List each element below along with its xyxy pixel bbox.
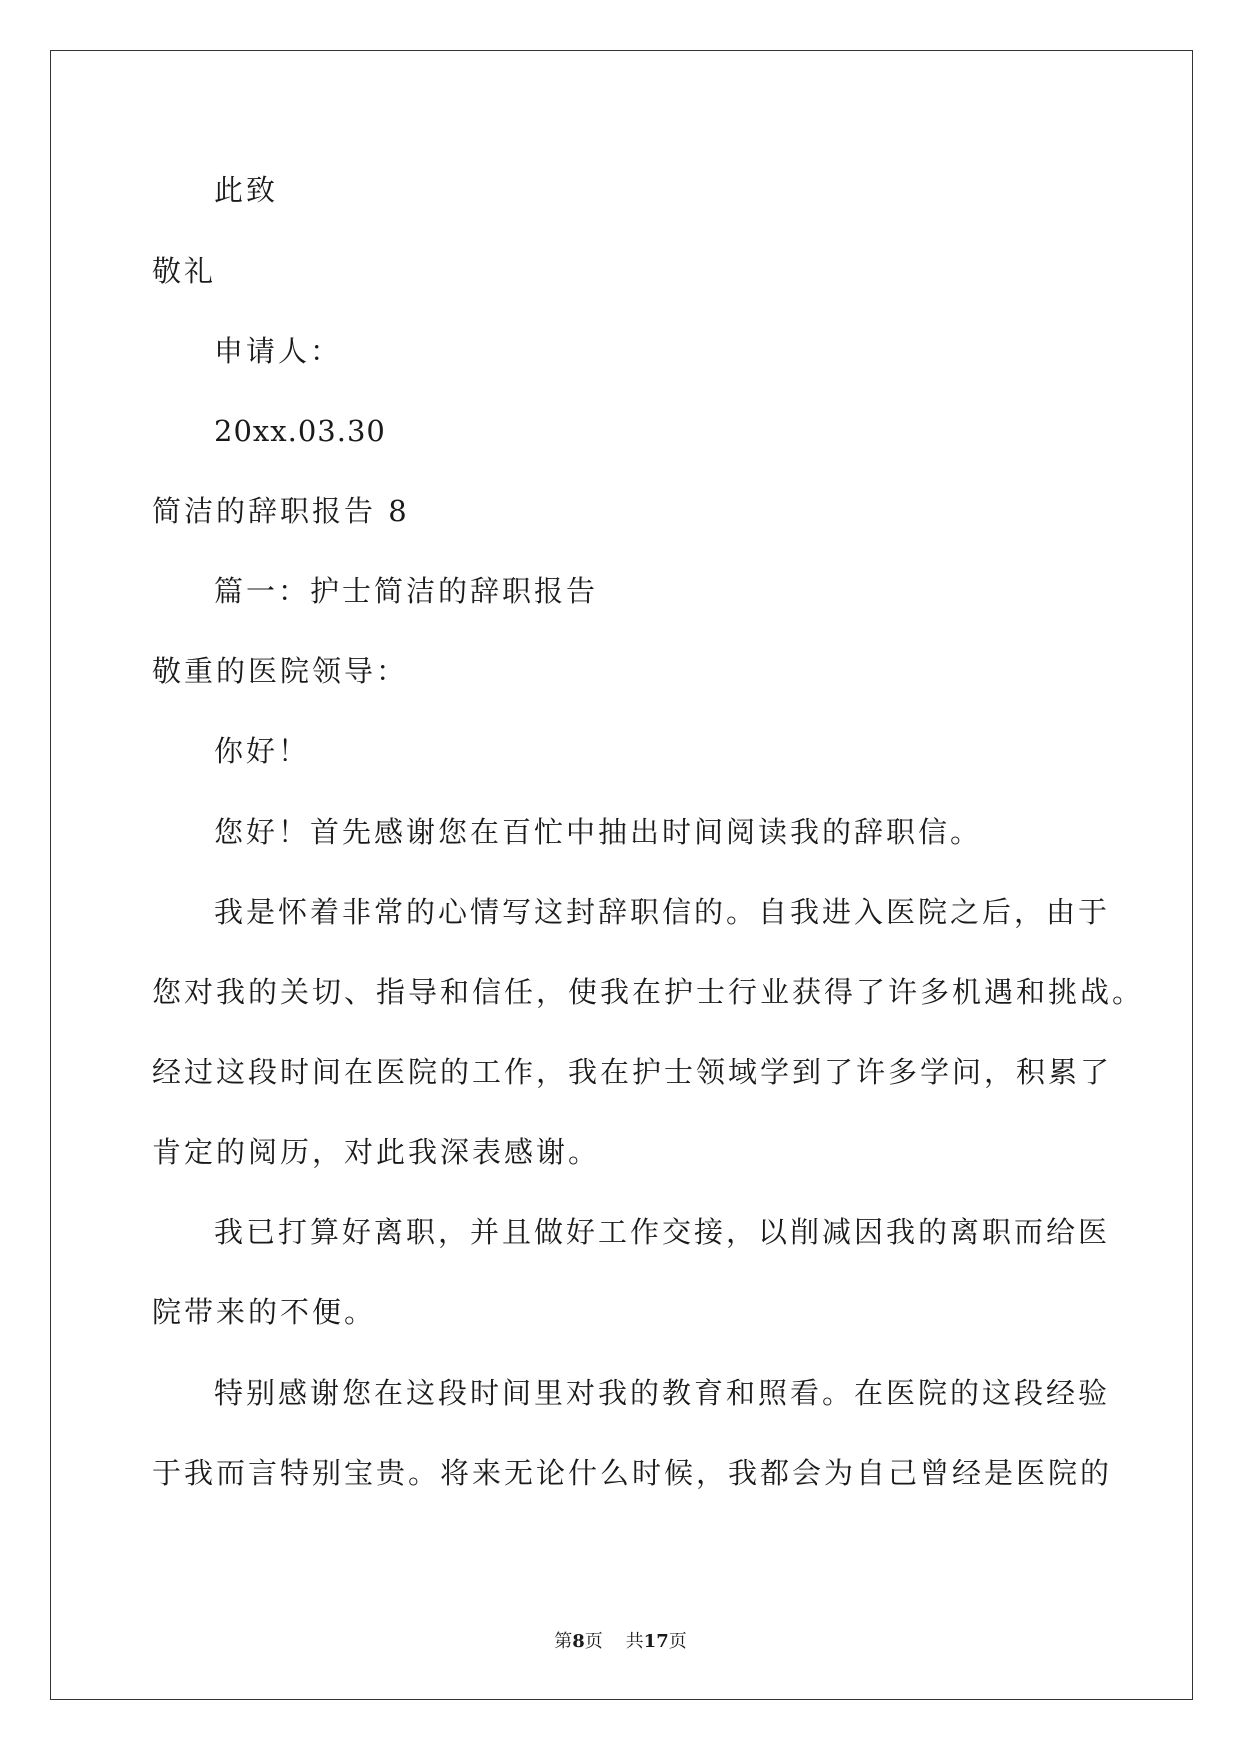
paragraph-line: 肯定的阅历，对此我深表感谢。	[152, 1135, 601, 1169]
letter-greeting: 敬重的医院领导：	[152, 654, 409, 688]
closing-regards: 敬礼	[152, 254, 217, 288]
closing-salutation: 此致	[214, 173, 279, 207]
applicant-label: 申请人：	[214, 334, 343, 368]
page-prefix: 第	[554, 1631, 573, 1652]
paragraph-line: 我是怀着非常的心情写这封辞职信的。自我进入医院之后，由于	[214, 895, 1111, 929]
paragraph-line: 院带来的不便。	[152, 1295, 377, 1329]
paragraph-line: 您对我的关切、指导和信任，使我在护士行业获得了许多机遇和挑战。	[152, 975, 1145, 1009]
paragraph-line: 我已打算好离职，并且做好工作交接，以削减因我的离职而给医	[214, 1215, 1111, 1249]
page-suffix: 页	[584, 1631, 603, 1652]
page-number: 8	[572, 1631, 585, 1652]
article-title: 篇一：护士简洁的辞职报告	[214, 574, 599, 608]
paragraph-line: 经过这段时间在医院的工作，我在护士领域学到了许多学问，积累了	[152, 1055, 1113, 1089]
section-heading: 简洁的辞职报告 8	[152, 494, 410, 528]
paragraph-line: 特别感谢您在这段时间里对我的教育和照看。在医院的这段经验	[214, 1376, 1111, 1410]
page-footer	[0, 1630, 1241, 1654]
letter-date: 20xx.03.30	[214, 414, 386, 448]
total-suffix: 页	[668, 1631, 687, 1652]
paragraph-line: 您好！首先感谢您在百忙中抽出时间阅读我的辞职信。	[214, 815, 983, 849]
total-prefix: 共	[625, 1631, 644, 1652]
hello-line: 你好！	[214, 734, 311, 768]
total-pages: 17	[643, 1631, 669, 1652]
paragraph-line: 于我而言特别宝贵。将来无论什么时候，我都会为自己曾经是医院的	[152, 1456, 1113, 1490]
